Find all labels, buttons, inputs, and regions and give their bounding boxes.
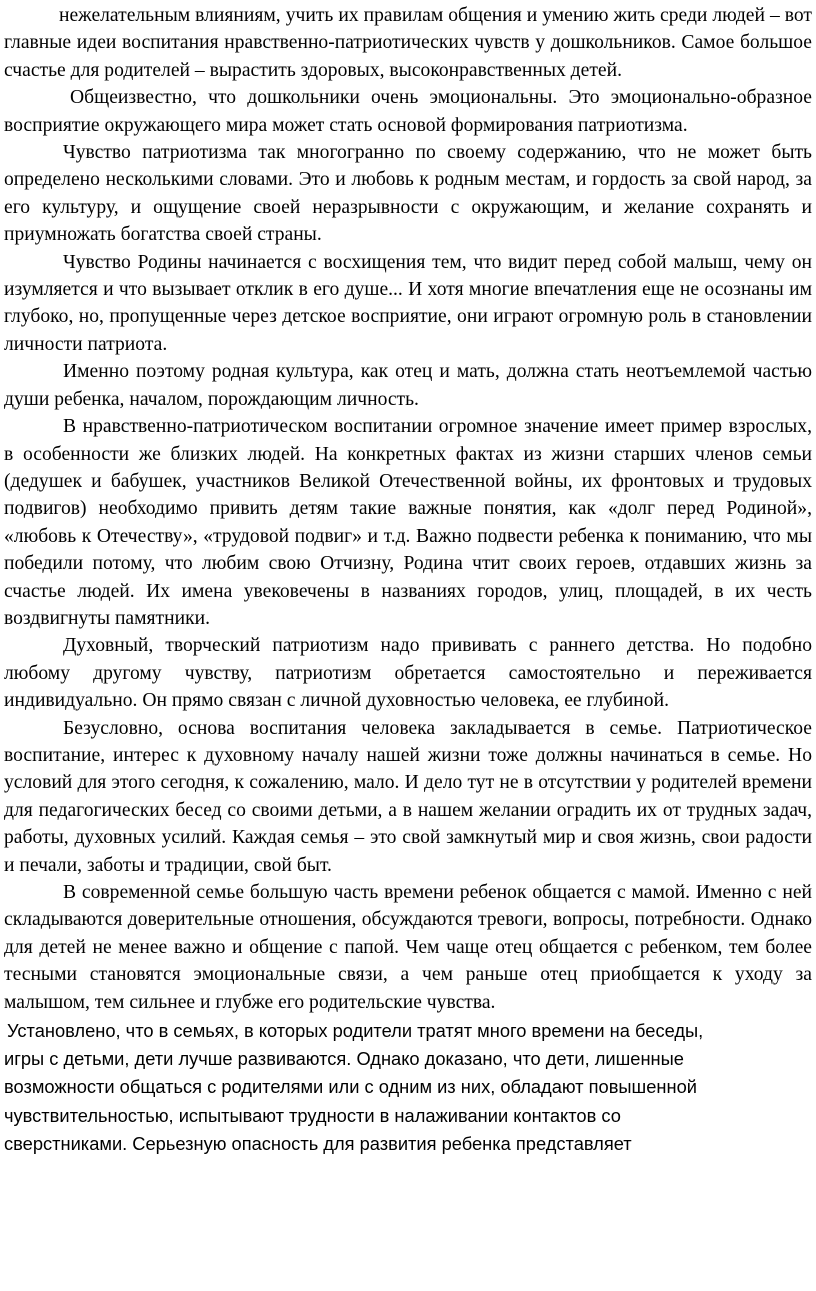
paragraph: Общеизвестно, что дошкольники очень эмоциональны. Это эмоционально-образное восприятие окружающего мира может стать основой формирования патриотизма. <box>4 87 812 136</box>
paragraph: Именно поэтому родная культура, как отец и мать, должна стать неотъемлемой частью души ребенка, началом, порождающим личность. <box>4 361 812 410</box>
paragraph: Чувство Родины начинается с восхищения тем, что видит перед собой малыш, чему он изумляется и что вызывает отклик в его душе... И хотя многие впечатления еще не осознаны им глубоко, но, пропущенные через детское восприятие, они играют огромную роль в становлении личности патриота. <box>4 251 812 355</box>
tail-line: сверстниками. Серьезную опасность для развития ребенка представляет <box>4 1132 632 1154</box>
paragraph: нежелательным влияниям, учить их правилам общения и умению жить среди людей – вот главные идеи воспитания нравственно-патриотических чувств у дошкольников. Самое большое счастье для родителей – вырастить здоровых, высоконравственных детей. <box>4 5 812 81</box>
paragraph: В нравственно-патриотическом воспитании огромное значение имеет пример взрослых, в особенности же близких людей. На конкретных фактах из жизни старших членов семьи (дедушек и бабушек, участников Великой Отечественной войны, их фронтовых и трудовых подвигов) необходимо привить детям такие важные понятия, как «долг перед Родиной», «любовь к Отечеству», «трудовой подвиг» и т.д. Важно подвести ребенка к пониманию, что мы победили потому, что любим свою Отчизну, Родина чтит своих героев, отдавших жизнь за счастье людей. Их имена увековечены в названиях городов, улиц, площадей, в их честь воздвигнуты памятники. <box>4 416 812 629</box>
tail-line: Установлено, что в семьях, в которых родители тратят много времени на беседы, <box>7 1020 704 1042</box>
tail-paragraph <box>4 1017 812 1157</box>
tail-line: чувствительностью, испытывают трудности в налаживании контактов со <box>4 1104 621 1126</box>
tail-line: возможности общаться с родителями или с одним из них, обладают повышенной <box>4 1076 697 1098</box>
paragraph: Духовный, творческий патриотизм надо прививать с раннего детства. Но подобно любому другому чувству, патриотизм обретается самостоятельно и переживается индивидуально. Он прямо связан с личной духовностью человека, ее глубиной. <box>4 635 812 712</box>
paragraph: Чувство патриотизма так многогранно по своему содержанию, что не может быть определено несколькими словами. Это и любовь к родным местам, и гордость за свой народ, за его культуру, и ощущение своей неразрывности с окружающим, и желание сохранять и приумножать богатства своей страны. <box>4 142 812 246</box>
paragraph: Безусловно, основа воспитания человека закладывается в семье. Патриотическое воспитание, интерес к духовному началу нашей жизни тоже должны начинаться в семье. Но условий для этого сегодня, к сожалению, мало. И дело тут не в отсутствии у родителей времени для педагогических бесед со своими детьми, а в нашем желании оградить их от трудных задач, работы, духовных усилий. Каждая семья – это свой замкнутый мир и своя жизнь, свои радости и печали, заботы и традиции, свой быт. <box>4 717 812 876</box>
tail-line: игры с детьми, дети лучше развиваются. Однако доказано, что дети, лишенные <box>4 1048 684 1070</box>
paragraph: В современной семье большую часть времени ребенок общается с мамой. Именно с ней складываются доверительные отношения, обсуждаются тревоги, вопросы, потребности. Однако для детей не менее важно и общение с папой. Чем чаще отец общается с ребенком, тем более тесными становятся эмоциональные связи, а чем раньше отец приобщается к уходу за малышом, тем сильнее и глубже его родительские чувства. <box>4 882 812 1013</box>
